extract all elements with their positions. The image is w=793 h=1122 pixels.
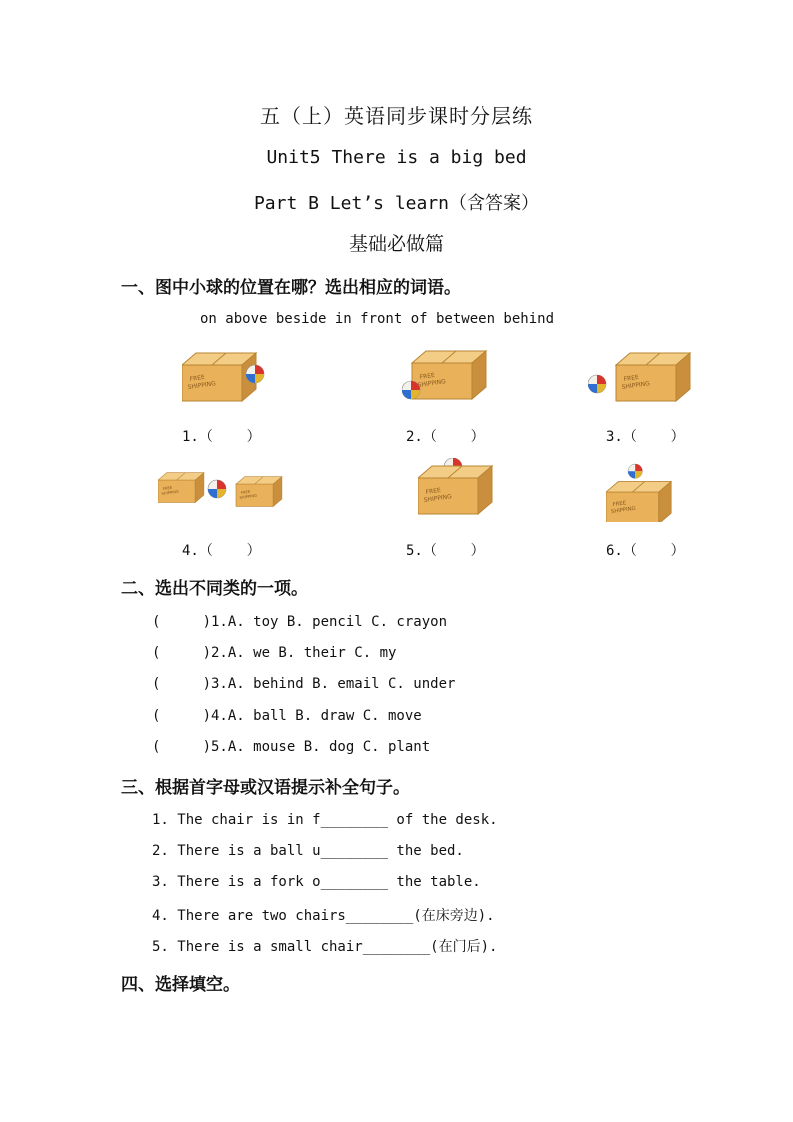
odd-one-out-5[interactable]: ( )5.A. mouse B. dog C. plant	[152, 739, 431, 755]
odd-one-out-4[interactable]: ( )4.A. ball B. draw C. move	[152, 708, 422, 724]
unit-title: Unit5 There is a big bed	[266, 147, 527, 168]
odd-one-out-3[interactable]: ( )3.A. behind B. email C. under	[152, 676, 456, 692]
fill-sentence-2[interactable]: 2. There is a ball u________ the bed.	[152, 843, 464, 859]
picture-1-ball-beside-box	[182, 345, 272, 407]
picture-5-ball-in-box	[418, 458, 500, 516]
fill-sentence-5[interactable]: 5. There is a small chair________(在门后).	[152, 939, 498, 955]
picture-4-ball-between-boxes	[158, 464, 288, 520]
odd-one-out-2[interactable]: ( )2.A. we B. their C. my	[152, 645, 397, 661]
section-3-heading: 三、根据首字母或汉语提示补全句子。	[121, 778, 410, 798]
level-title: 基础必做篇	[348, 233, 444, 255]
answer-5[interactable]: 5.（ ）	[406, 543, 485, 559]
fill-sentence-3[interactable]: 3. There is a fork o________ the table.	[152, 874, 481, 890]
answer-3[interactable]: 3.（ ）	[606, 429, 685, 445]
worksheet-title: 五（上）英语同步课时分层练	[260, 104, 533, 128]
fill-sentence-4[interactable]: 4. There are two chairs________(在床旁边).	[152, 908, 495, 924]
picture-6-ball-above-box	[606, 462, 678, 522]
answer-4[interactable]: 4.（ ）	[182, 543, 261, 559]
fill-sentence-1[interactable]: 1. The chair is in f________ of the desk.	[152, 812, 498, 828]
section-1-heading: 一、图中小球的位置在哪？选出相应的词语。	[121, 278, 461, 298]
part-title: Part B Let’s learn（含答案）	[253, 193, 540, 214]
answer-1[interactable]: 1.（ ）	[182, 429, 261, 445]
answer-2[interactable]: 2.（ ）	[406, 429, 485, 445]
odd-one-out-1[interactable]: ( )1.A. toy B. pencil C. crayon	[152, 614, 448, 630]
section-2-heading: 二、选出不同类的一项。	[121, 579, 308, 599]
picture-2-ball-in-front-of-box	[402, 345, 502, 407]
section-4-heading: 四、选择填空。	[121, 975, 240, 995]
word-bank: on above beside in front of between behind	[200, 311, 555, 327]
answer-6[interactable]: 6.（ ）	[606, 543, 685, 559]
picture-3-ball-beside-box	[588, 345, 693, 407]
